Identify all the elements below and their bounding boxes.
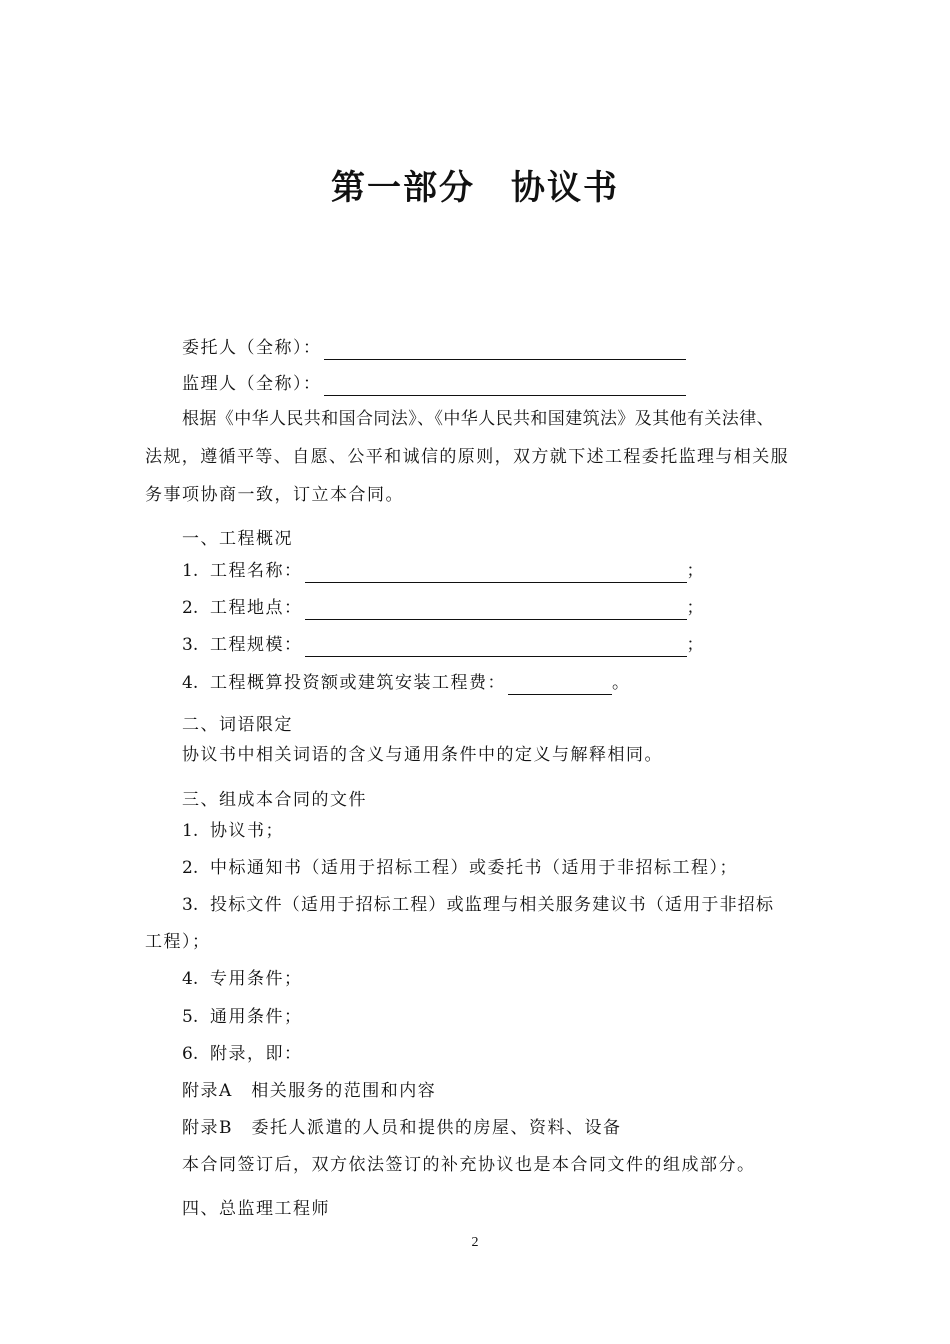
item-text: 通用条件； [210,1007,303,1027]
section4-heading: 四、总监理工程师 [182,1199,330,1219]
project-cost-blank[interactable] [508,674,612,695]
item-text: 投标文件（适用于招标工程）或监理与相关服务建议书（适用于非招标 [210,895,775,915]
section3-closing: 本合同签订后，双方依法签订的补充协议也是本合同文件的组成部分。 [182,1155,756,1175]
document-item-3 [182,893,774,917]
client-label: 委托人（全称）： [182,338,322,358]
item-end-mark: 。 [612,673,631,693]
intro-line-1: 根据《中华人民共和国合同法》、《中华人民共和国建筑法》及其他有关法律、 [182,409,774,429]
item-number: 6. [182,1044,199,1064]
intro-line-3: 务事项协商一致，订立本合同。 [145,485,404,505]
project-name-label: 工程名称： [210,561,303,581]
project-name-line [182,559,705,583]
project-location-blank[interactable] [305,599,687,620]
document-item-4 [182,967,303,991]
item-number: 4. [182,969,199,989]
item-number: 1. [182,821,199,841]
intro-line-2: 法规，遵循平等、自愿、公平和诚信的原则，双方就下述工程委托监理与相关服 [145,447,789,467]
project-cost-label: 工程概算投资额或建筑安装工程费： [210,673,506,693]
project-location-label: 工程地点： [210,598,303,618]
item-number: 2. [182,858,199,878]
appendix-a: 附录A 相关服务的范围和内容 [182,1081,437,1101]
document-item-6 [182,1042,303,1066]
item-number: 5. [182,1007,199,1027]
supervisor-name-blank[interactable] [324,375,686,396]
document-item-2 [182,856,738,880]
project-scale-line [182,633,705,657]
section1-heading: 一、工程概况 [182,529,293,549]
item-number: 3. [182,895,199,915]
project-name-blank[interactable] [305,562,687,583]
supervisor-line [182,372,686,396]
project-scale-label: 工程规模： [210,635,303,655]
document-item-1 [182,819,284,843]
item-text: 专用条件； [210,969,303,989]
project-location-line [182,596,705,620]
section3-heading: 三、组成本合同的文件 [182,790,367,810]
item-end-mark: ； [686,598,705,618]
item-number: 2. [182,598,199,618]
project-scale-blank[interactable] [305,636,687,657]
item-end-mark: ； [686,635,705,655]
document-item-5 [182,1005,303,1029]
client-line [182,336,686,360]
item-number: 1. [182,561,199,581]
section2-heading: 二、词语限定 [182,715,293,735]
item-text: 附录，即： [210,1044,303,1064]
item-number: 3. [182,635,199,655]
page-number: 2 [471,1235,479,1250]
item-text: 中标通知书（适用于招标工程）或委托书（适用于非招标工程）； [210,858,738,878]
item-number: 4. [182,673,199,693]
document-item-3-continued: 工程）； [145,932,211,952]
appendix-b: 附录B 委托人派遣的人员和提供的房屋、资料、设备 [182,1118,622,1138]
client-name-blank[interactable] [324,339,686,360]
supervisor-label: 监理人（全称）： [182,374,322,394]
project-cost-line [182,671,631,695]
item-end-mark: ； [686,561,705,581]
section2-text: 协议书中相关词语的含义与通用条件中的定义与解释相同。 [182,745,663,765]
page-title: 第一部分 协议书 [331,168,619,208]
item-text: 协议书； [210,821,284,841]
